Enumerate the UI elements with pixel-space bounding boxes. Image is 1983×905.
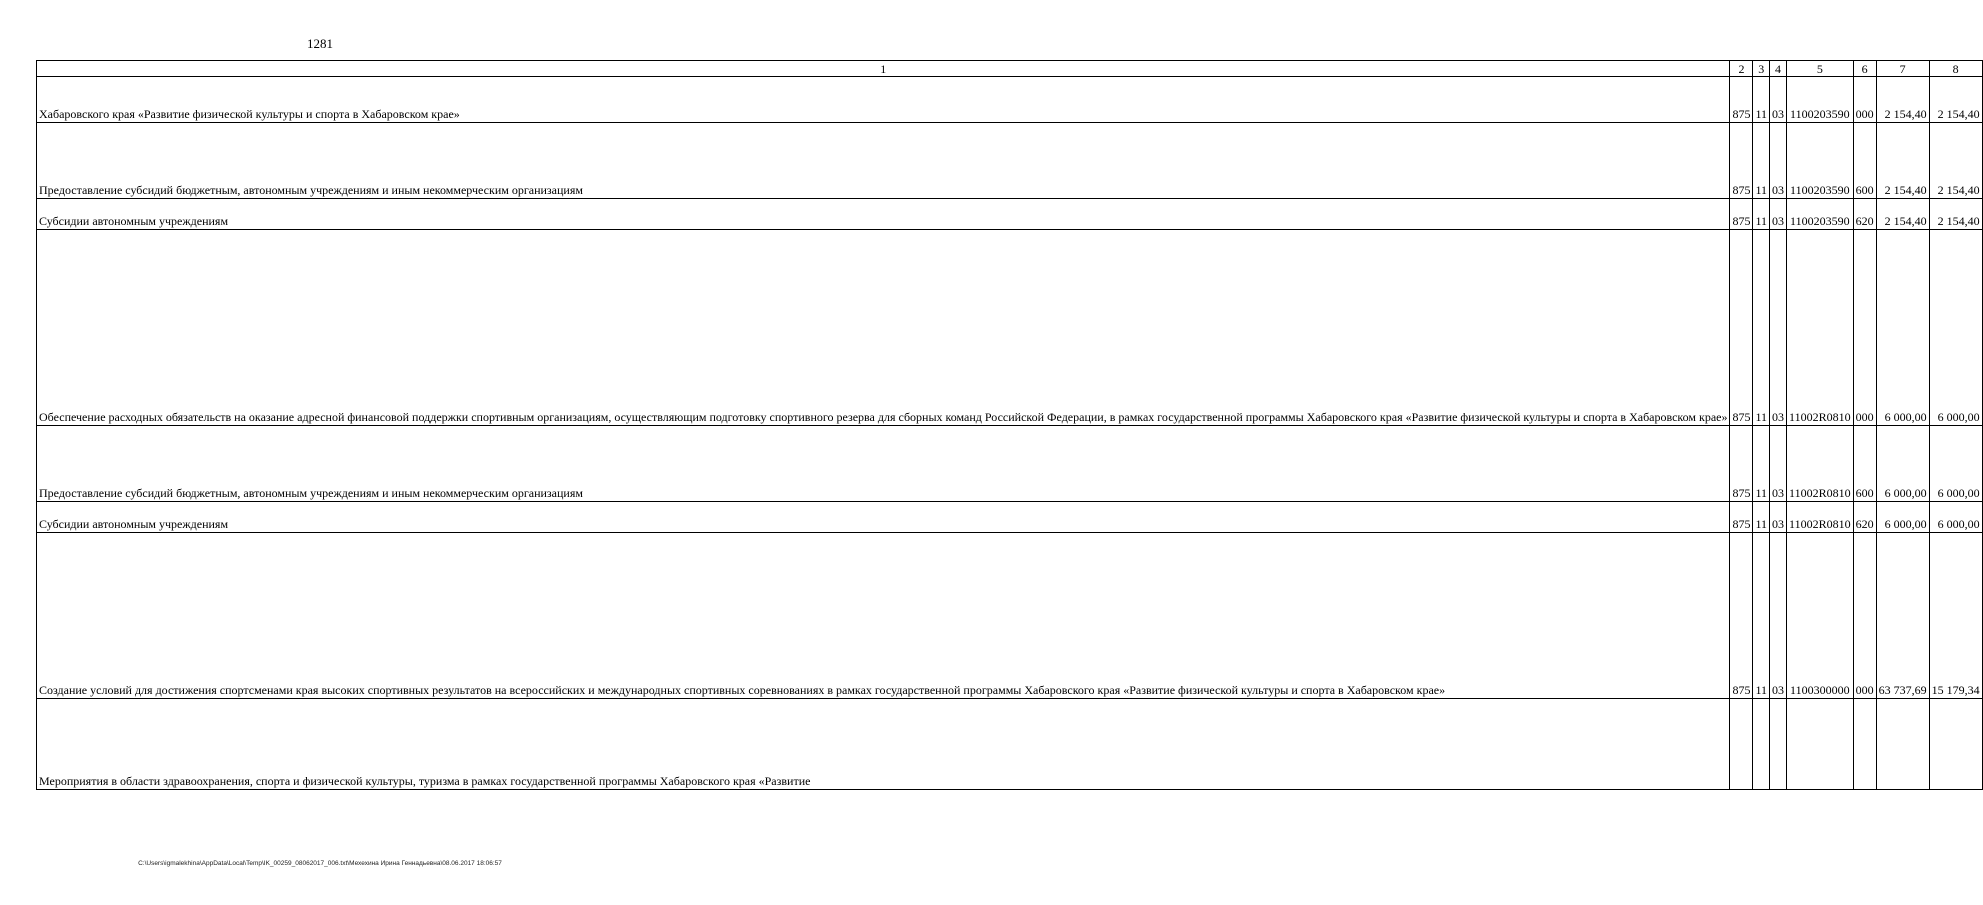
amount-approved-cell: 2 154,40 [1876, 199, 1929, 230]
target-article-cell: 1100203590 [1787, 77, 1854, 123]
target-article-cell: 11002R0810 [1787, 426, 1854, 502]
amount-approved-cell: 6 000,00 [1876, 426, 1929, 502]
expense-type-cell [1853, 699, 1876, 790]
grbs-code-cell: 875 [1730, 77, 1753, 123]
expense-type-cell: 620 [1853, 502, 1876, 533]
expense-type-cell: 600 [1853, 123, 1876, 199]
amount-approved-cell: 63 737,69 [1876, 533, 1929, 699]
row-name-cell: Хабаровского края «Развитие физической культуры и спорта в Хабаровском крае» [37, 77, 1730, 123]
target-article-cell: 11002R0810 [1787, 230, 1854, 426]
amount-executed-cell: 6 000,00 [1929, 502, 1982, 533]
amount-executed-cell: 2 154,40 [1929, 77, 1982, 123]
amount-executed-cell [1929, 699, 1982, 790]
subsection-code-cell: 03 [1770, 230, 1787, 426]
amount-approved-cell: 2 154,40 [1876, 77, 1929, 123]
table-header-row [37, 61, 1983, 77]
table-row [37, 699, 1983, 790]
expense-type-cell: 000 [1853, 533, 1876, 699]
amount-executed-cell: 6 000,00 [1929, 230, 1982, 426]
amount-approved-cell: 6 000,00 [1876, 230, 1929, 426]
subsection-code-cell: 03 [1770, 123, 1787, 199]
section-code-cell: 11 [1753, 426, 1770, 502]
grbs-code-cell: 875 [1730, 533, 1753, 699]
row-name-cell: Создание условий для достижения спортсменами края высоких спортивных результатов на всероссийских и международных спортивных соревнованиях в рамках государственной программы Хабаровского края «Развитие физической культуры и спорта в Хабаровском крае» [37, 533, 1730, 699]
subsection-code-cell: 03 [1770, 199, 1787, 230]
target-article-cell: 1100203590 [1787, 199, 1854, 230]
grbs-code-cell: 875 [1730, 199, 1753, 230]
table-row [37, 199, 1983, 230]
column-header: 4 [1770, 61, 1787, 77]
subsection-code-cell: 03 [1770, 77, 1787, 123]
row-name-cell: Обеспечение расходных обязательств на оказание адресной финансовой поддержки спортивным организациям, осуществляющим подготовку спортивного резерва для сборных команд Российской Федерации, в рамках государственной программы Хабаровского края «Развитие физической культуры и спорта в Хабаровском крае» [37, 230, 1730, 426]
expense-type-cell: 620 [1853, 199, 1876, 230]
subsection-code-cell [1770, 699, 1787, 790]
amount-approved-cell [1876, 699, 1929, 790]
budget-table [36, 60, 1983, 790]
expense-type-cell: 000 [1853, 77, 1876, 123]
table-row [37, 230, 1983, 426]
subsection-code-cell: 03 [1770, 426, 1787, 502]
expense-type-cell: 000 [1853, 230, 1876, 426]
grbs-code-cell: 875 [1730, 230, 1753, 426]
amount-executed-cell: 6 000,00 [1929, 426, 1982, 502]
table-row [37, 502, 1983, 533]
row-name-cell: Предоставление субсидий бюджетным, автономным учреждениям и иным некоммерческим организациям [37, 426, 1730, 502]
section-code-cell: 11 [1753, 230, 1770, 426]
column-header: 7 [1876, 61, 1929, 77]
target-article-cell: 11002R0810 [1787, 502, 1854, 533]
table-row [37, 533, 1983, 699]
file-path-footer: C:\Users\igmalekhina\AppData\Local\Temp\IK_00259_08062017_006.txt\Мехехина Ирина Геннадьевна\08.06.2017 18:06:57 [138, 860, 502, 867]
target-article-cell: 1100203590 [1787, 123, 1854, 199]
target-article-cell [1787, 699, 1854, 790]
grbs-code-cell: 875 [1730, 123, 1753, 199]
amount-executed-cell: 2 154,40 [1929, 199, 1982, 230]
grbs-code-cell: 875 [1730, 502, 1753, 533]
section-code-cell: 11 [1753, 199, 1770, 230]
subsection-code-cell: 03 [1770, 533, 1787, 699]
column-header: 5 [1787, 61, 1854, 77]
row-name-cell: Предоставление субсидий бюджетным, автономным учреждениям и иным некоммерческим организациям [37, 123, 1730, 199]
table-row [37, 123, 1983, 199]
page-number: 1281 [307, 36, 333, 51]
amount-approved-cell: 2 154,40 [1876, 123, 1929, 199]
column-header: 6 [1853, 61, 1876, 77]
section-code-cell [1753, 699, 1770, 790]
grbs-code-cell [1730, 699, 1753, 790]
column-header: 2 [1730, 61, 1753, 77]
section-code-cell: 11 [1753, 533, 1770, 699]
section-code-cell: 11 [1753, 123, 1770, 199]
expense-type-cell: 600 [1853, 426, 1876, 502]
table-row [37, 77, 1983, 123]
table-row [37, 426, 1983, 502]
column-header: 3 [1753, 61, 1770, 77]
column-header: 8 [1929, 61, 1982, 77]
amount-executed-cell: 15 179,34 [1929, 533, 1982, 699]
target-article-cell: 1100300000 [1787, 533, 1854, 699]
subsection-code-cell: 03 [1770, 502, 1787, 533]
row-name-cell: Мероприятия в области здравоохранения, спорта и физической культуры, туризма в рамках государственной программы Хабаровского края «Развитие [37, 699, 1730, 790]
row-name-cell: Субсидии автономным учреждениям [37, 199, 1730, 230]
section-code-cell: 11 [1753, 77, 1770, 123]
amount-approved-cell: 6 000,00 [1876, 502, 1929, 533]
row-name-cell: Субсидии автономным учреждениям [37, 502, 1730, 533]
section-code-cell: 11 [1753, 502, 1770, 533]
column-header: 1 [37, 61, 1730, 77]
amount-executed-cell: 2 154,40 [1929, 123, 1982, 199]
grbs-code-cell: 875 [1730, 426, 1753, 502]
